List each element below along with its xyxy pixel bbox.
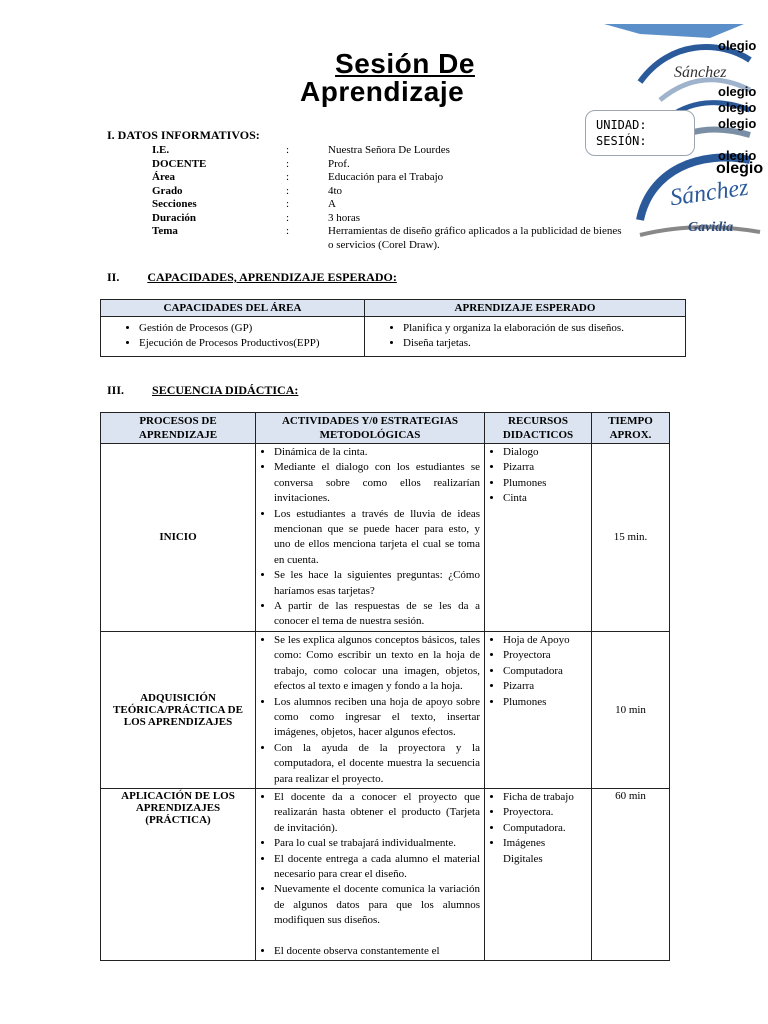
- actividades-cell: [256, 631, 485, 788]
- recurso-item: • Cinta: [503, 491, 587, 506]
- table-header: TIEMPO APROX.: [592, 413, 670, 444]
- datos-colon: :: [286, 184, 290, 197]
- recurso-item: • Pizarra: [503, 679, 587, 694]
- tiempo-cell: 10 min: [592, 631, 670, 788]
- logo-text-2: olegio: [718, 84, 757, 99]
- datos-row: [152, 171, 628, 185]
- datos-row: [152, 225, 628, 252]
- section-capacidades-heading: [107, 270, 397, 285]
- aprendizaje-item: • Planifica y organiza la elaboración de sus diseños.: [403, 321, 679, 336]
- tiempo-cell: 60 min: [592, 788, 670, 960]
- actividad-item: • El docente observa constantemente el: [274, 944, 480, 959]
- section-title: CAPACIDADES, APRENDIZAJE ESPERADO:: [147, 270, 397, 284]
- proceso-cell: INICIO: [101, 444, 256, 632]
- datos-colon: :: [286, 198, 290, 210]
- logo-text-4: olegio: [718, 116, 757, 131]
- table-row: [101, 631, 670, 788]
- datos-colon: :: [286, 211, 290, 224]
- recurso-item: • Proyectora: [503, 648, 587, 663]
- datos-row: [152, 144, 628, 158]
- datos-colon: :: [286, 225, 290, 237]
- recursos-cell: [485, 444, 592, 632]
- section-number: II.: [107, 270, 120, 284]
- table-header: PROCESOS DE APRENDIZAJE: [101, 413, 256, 444]
- section-number: III.: [107, 383, 125, 397]
- capacidades-table: [100, 299, 686, 357]
- table-row: [101, 444, 670, 632]
- aprendizaje-cell: [365, 317, 686, 357]
- datos-key: Grado: [152, 184, 183, 197]
- datos-value: Nuestra Señora De Lourdes: [328, 144, 450, 156]
- logo-text-main: olegio: [716, 160, 764, 177]
- section-title: SECUENCIA DIDÁCTICA:: [152, 383, 299, 397]
- actividad-item: • Se les hace la siguientes preguntas: ¿Cómo haríamos esas tarjetas?: [274, 568, 480, 599]
- recurso-item: • Ficha de trabajo: [503, 790, 587, 805]
- datos-row: [152, 212, 628, 226]
- recurso-item: • Pizarra: [503, 460, 587, 475]
- capacidad-item: • Gestión de Procesos (GP): [139, 321, 358, 336]
- datos-value: A: [328, 198, 336, 210]
- recursos-cell: [485, 788, 592, 960]
- unit-label: UNIDAD:: [596, 118, 647, 132]
- actividades-cell: [256, 788, 485, 960]
- table-row: [101, 788, 670, 960]
- recurso-item: • Computadora: [503, 664, 587, 679]
- datos-value: Educación para el Trabajo: [328, 171, 444, 183]
- table-header: CAPACIDADES DEL ÁREA: [101, 300, 365, 317]
- datos-row: [152, 158, 628, 172]
- actividad-item: • Dinámica de la cinta.: [274, 445, 480, 460]
- page-title: Sesión De: [335, 48, 475, 79]
- actividad-item: • Los estudiantes a través de lluvia de ideas mencionan que se puede hacer para esto, y uno de ellos menciona tarjeta el cual se toma en cuenta.: [274, 507, 480, 569]
- datos-value: Herramientas de diseño gráfico aplicados a la publicidad de bienes o servicios (Corel Draw).: [328, 225, 622, 251]
- datos-colon: :: [286, 157, 290, 170]
- actividad-item: • El docente entrega a cada alumno el material necesario para crear el diseño.: [274, 852, 480, 883]
- recurso-item: • Plumones: [503, 476, 587, 491]
- actividad-item: • Mediante el dialogo con los estudiantes se conversa sobre como ellos realizarían invitaciones.: [274, 460, 480, 506]
- logo-script-gavidia: Gavidia: [688, 220, 734, 235]
- session-label: SESIÓN:: [596, 134, 647, 148]
- actividad-item: • Los alumnos reciben una hoja de apoyo sobre como como ingresar el texto, insertar imágenes, objetos, hacer algunos efectos.: [274, 695, 480, 741]
- datos-key: Secciones: [152, 198, 197, 210]
- recurso-item: • Dialogo: [503, 445, 587, 460]
- datos-colon: :: [286, 144, 290, 156]
- proceso-cell: ADQUISICIÓN TEÓRICA/PRÁCTICA DE LOS APRENDIZAJES: [101, 631, 256, 788]
- datos-key: Área: [152, 171, 176, 183]
- section-secuencia-heading: [107, 383, 298, 398]
- recurso-item: • Proyectora.: [503, 805, 587, 820]
- datos-informativos: [152, 144, 628, 252]
- logo-text-5: olegio: [718, 148, 757, 163]
- recurso-item: • Computadora.: [503, 821, 587, 836]
- page-title-continuation-text: Aprendizaje: [300, 76, 465, 107]
- datos-colon: :: [286, 171, 290, 183]
- logo-script-sanchez: Sánchez: [668, 174, 751, 212]
- page-title-continuation: [300, 76, 510, 107]
- datos-key: I.E.: [152, 144, 170, 156]
- actividad-item: • El docente da a conocer el proyecto que realizarán hasta obtener el producto (Tarjeta de invitación).: [274, 790, 480, 836]
- table-header: ACTIVIDADES Y/0 ESTRATEGIAS METODOLÓGICAS: [256, 413, 485, 444]
- datos-value: Prof.: [328, 157, 350, 170]
- actividad-item: • Se les explica algunos conceptos básicos, tales como: Como escribir un texto en la hoja de trabajo, como colocar una imagen, objetos, efectos al texto e imagen y fondo a la hoja.: [274, 633, 480, 695]
- actividad-item: • Con la ayuda de la proyectora y la computadora, el docente muestra la secuencia para realizar el proyecto.: [274, 741, 480, 787]
- actividad-item: • Para lo cual se trabajará individualmente.: [274, 836, 480, 851]
- table-header: APRENDIZAJE ESPERADO: [365, 300, 686, 317]
- recursos-cell: [485, 631, 592, 788]
- datos-key: Tema: [152, 225, 178, 237]
- aprendizaje-item: • Diseña tarjetas.: [403, 336, 679, 351]
- recurso-item: • Hoja de Apoyo: [503, 633, 587, 648]
- actividades-cell: [256, 444, 485, 632]
- datos-row: [152, 198, 628, 212]
- table-header: RECURSOS DIDACTICOS: [485, 413, 592, 444]
- capacidades-cell: [101, 317, 365, 357]
- capacidad-item: • Ejecución de Procesos Productivos(EPP): [139, 336, 358, 351]
- actividad-item: • Nuevamente el docente comunica la variación de algunos datos para que los alumnos modifiquen sus diseños.: [274, 882, 480, 928]
- recurso-item: • Imágenes Digitales: [503, 836, 587, 867]
- datos-key: Duración: [152, 211, 196, 224]
- actividad-item: • A partir de las respuestas de se les da a conocer el tema de nuestra sesión.: [274, 599, 480, 630]
- section-datos-heading: I. DATOS INFORMATIVOS:: [107, 128, 260, 142]
- datos-value: 3 horas: [328, 211, 361, 224]
- logo-text-1: olegio: [718, 38, 757, 53]
- datos-key: DOCENTE: [152, 157, 207, 170]
- datos-row: [152, 185, 628, 199]
- tiempo-cell: 15 min.: [592, 444, 670, 632]
- datos-value: 4to: [328, 184, 343, 197]
- recurso-item: • Plumones: [503, 695, 587, 710]
- logo-text-3: olegio: [718, 100, 757, 115]
- logo-script-top: Sánchez: [674, 64, 727, 81]
- secuencia-table: [100, 412, 670, 961]
- proceso-cell: APLICACIÓN DE LOS APRENDIZAJES (PRÁCTICA): [101, 788, 256, 960]
